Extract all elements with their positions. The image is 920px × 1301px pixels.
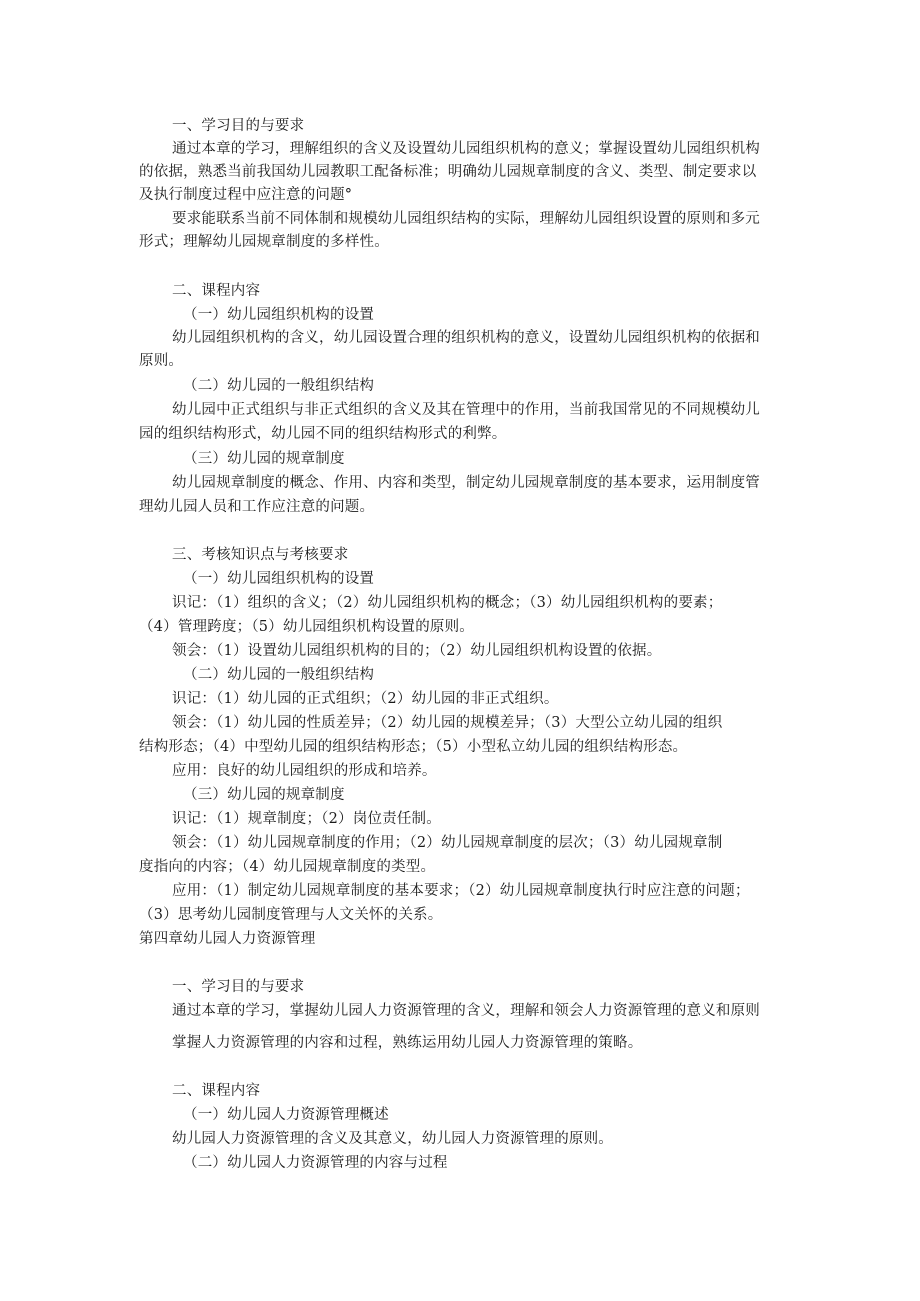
section-heading: 一、学习目的与要求 <box>172 979 305 995</box>
subsection-heading: （一）幼儿园组织机构的设置 <box>183 571 375 587</box>
paragraph-line: 理幼儿园人员和工作应注意的问题。 <box>139 499 375 515</box>
paragraph-line: 度指向的内容；（4）幼儿园规章制度的类型。 <box>139 859 436 875</box>
paragraph-line: 应用：（1）制定幼儿园规章制度的基本要求；（2）幼儿园规章制度执行时应注意的问题； <box>172 883 750 899</box>
subsection-heading: （三）幼儿园的规章制度 <box>183 451 345 467</box>
subsection-heading: （一）幼儿园人力资源管理概述 <box>183 1107 389 1123</box>
paragraph-line: 识记：（1）组织的含义；（2）幼儿园组织机构的概念；（3）幼儿园组织机构的要素； <box>172 595 723 611</box>
subsection-heading: （一）幼儿园组织机构的设置 <box>183 307 375 323</box>
paragraph-line: 领会：（1）幼儿园规章制度的作用；（2）幼儿园规章制度的层次；（3）幼儿园规章制 <box>172 835 723 851</box>
paragraph-line: （3）思考幼儿园制度管理与人文关怀的关系。 <box>139 907 443 923</box>
subsection-heading: （二）幼儿园的一般组织结构 <box>183 378 375 394</box>
paragraph-line: 领会：（1）设置幼儿园组织机构的目的；（2）幼儿园组织机构设置的依据。 <box>172 643 662 659</box>
paragraph-line: 形式；理解幼儿园规章制度的多样性。 <box>139 234 389 250</box>
subsection-heading: （三）幼儿园的规章制度 <box>183 787 345 803</box>
paragraph-line: 幼儿园组织机构的含义，幼儿园设置合理的组织机构的意义，设置幼儿园组织机构的依据和 <box>172 330 760 346</box>
paragraph-line: （4）管理跨度；（5）幼儿园组织机构设置的原则。 <box>139 619 474 635</box>
section-heading: 三、考核知识点与考核要求 <box>172 547 349 563</box>
paragraph-line: 的依据，熟悉当前我国幼儿园教职工配备标准；明确幼儿园规章制度的含义、类型、制定要求以 <box>139 164 757 180</box>
paragraph-line: 通过本章的学习，理解组织的含义及设置幼儿园组织机构的意义；掌握设置幼儿园组织机构 <box>172 141 760 157</box>
paragraph-line: 识记：（1）幼儿园的正式组织；（2）幼儿园的非正式组织。 <box>172 691 559 707</box>
section-heading: 一、学习目的与要求 <box>172 118 305 134</box>
paragraph-line: 通过本章的学习，掌握幼儿园人力资源管理的含义，理解和领会人力资源管理的意义和原则 <box>172 1003 760 1019</box>
paragraph-line: 及执行制度过程中应注意的问题° <box>139 187 353 203</box>
paragraph-line: 要求能联系当前不同体制和规模幼儿园组织结构的实际，理解幼儿园组织设置的原则和多元 <box>172 211 760 227</box>
paragraph-line: 幼儿园规章制度的概念、作用、内容和类型，制定幼儿园规章制度的基本要求，运用制度管 <box>172 475 760 491</box>
subsection-heading: （二）幼儿园的一般组织结构 <box>183 667 375 683</box>
paragraph-line: 园的组织结构形式，幼儿园不同的组织结构形式的利弊。 <box>139 426 507 442</box>
chapter-title: 第四章幼儿园人力资源管理 <box>139 931 316 947</box>
paragraph-line: 幼儿园中正式组织与非正式组织的含义及其在管理中的作用，当前我国常见的不同规模幼儿 <box>172 402 760 418</box>
paragraph-line: 领会：（1）幼儿园的性质差异；（2）幼儿园的规模差异；（3）大型公立幼儿园的组织 <box>172 715 723 731</box>
section-heading: 二、课程内容 <box>172 283 261 299</box>
paragraph-line: 掌握人力资源管理的内容和过程，熟练运用幼儿园人力资源管理的策略。 <box>172 1035 643 1051</box>
paragraph-line: 幼儿园人力资源管理的含义及其意义，幼儿园人力资源管理的原则。 <box>172 1131 613 1147</box>
subsection-heading: （二）幼儿园人力资源管理的内容与过程 <box>183 1155 448 1171</box>
paragraph-line: 结构形态；（4）中型幼儿园的组织结构形态；（5）小型私立幼儿园的组织结构形态。 <box>139 739 688 755</box>
section-heading: 二、课程内容 <box>172 1083 261 1099</box>
paragraph-line: 识记：（1）规章制度；（2）岗位责任制。 <box>172 811 441 827</box>
paragraph-line: 原则。 <box>139 353 184 369</box>
paragraph-line: 应用：良好的幼儿园组织的形成和培养。 <box>172 763 437 779</box>
